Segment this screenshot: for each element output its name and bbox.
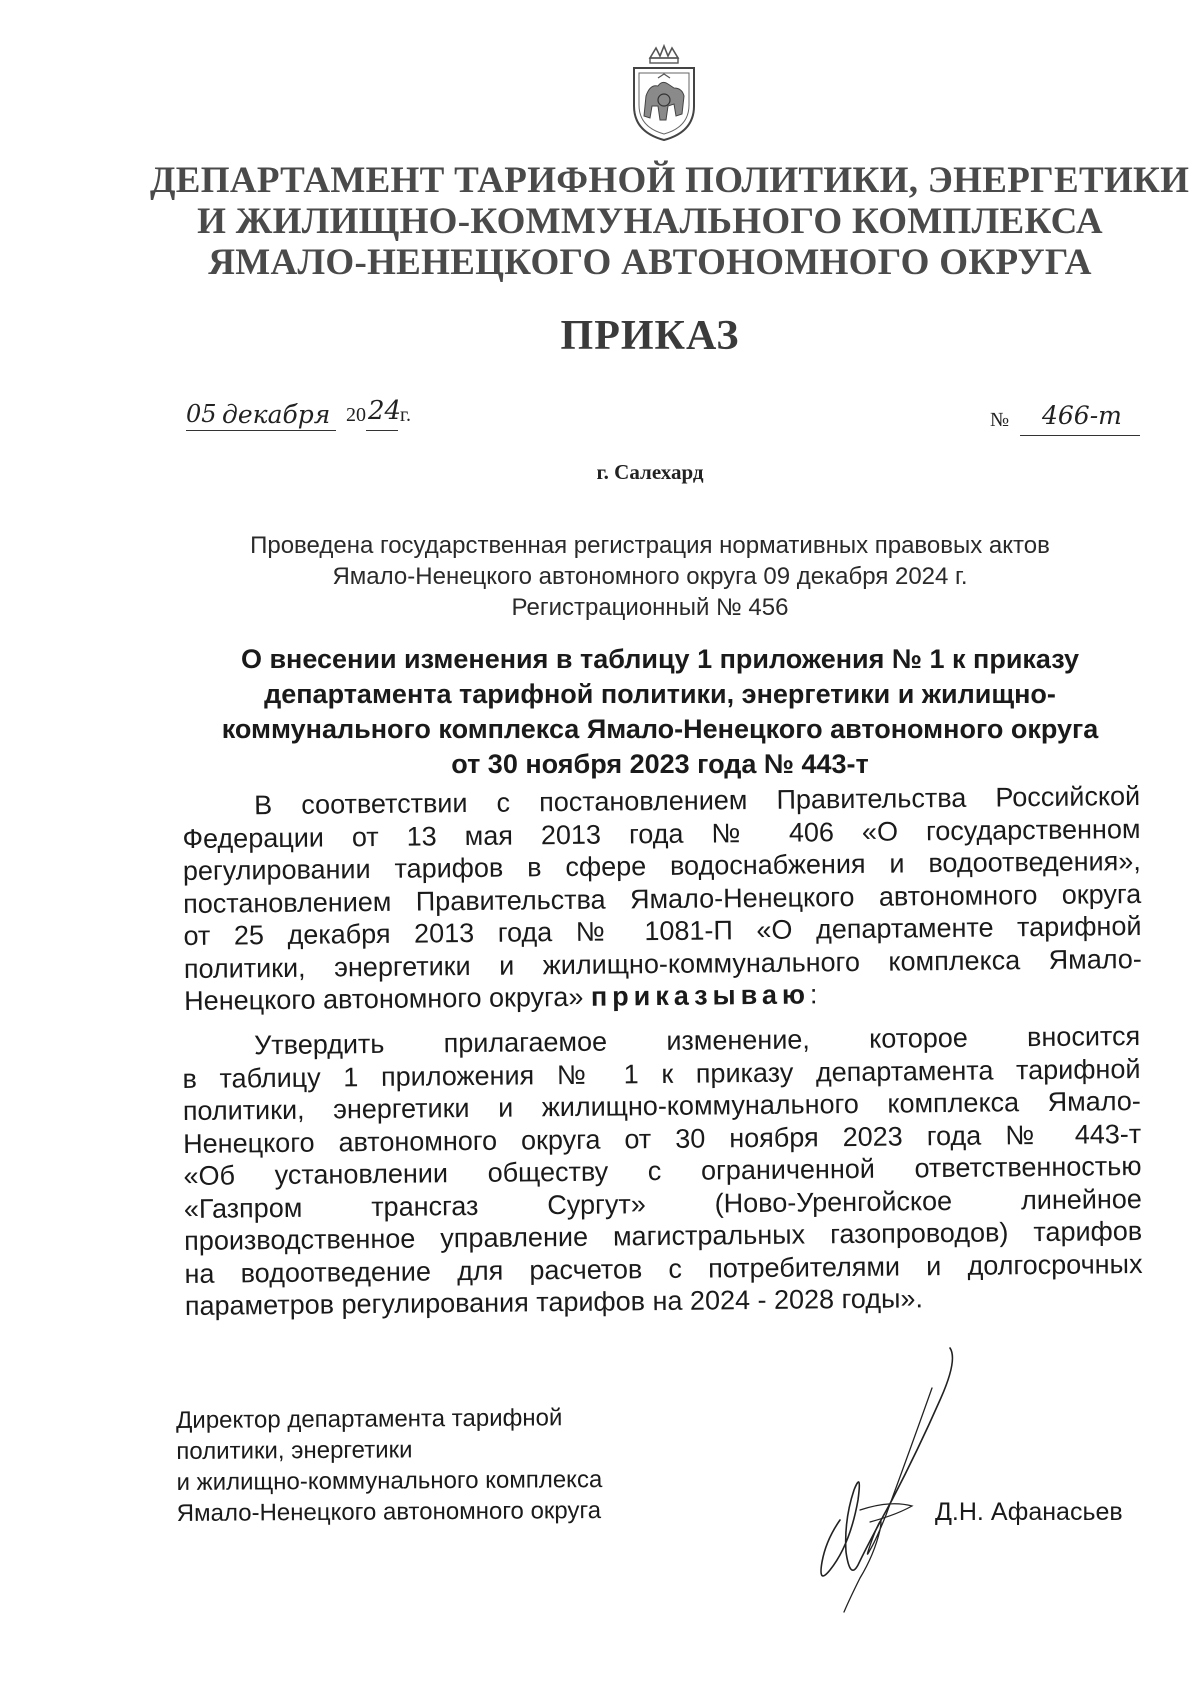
preamble-paragraph [182,780,1142,1018]
signer-position-line-2: политики, энергетики [176,1436,413,1465]
order-date [186,396,486,440]
preamble-line: от 25 декабря 2013 года № 1081-П «О департаменте тарифной [183,910,1142,951]
resolution-line: «Газпром трансгаз Сургут» (Ново-Уренгойское линейное [183,1183,1142,1224]
signer-position [176,1401,737,1529]
department-line-2: И ЖИЛИЩНО-КОММУНАЛЬНОГО КОМПЛЕКСА [197,201,1103,242]
department-line-3: ЯМАЛО-НЕНЕЦКОГО АВТОНОМНОГО ОКРУГА [208,242,1092,283]
city-line: г. Салехард [596,460,704,484]
order-day: 05 [186,400,217,428]
document-type-title: ПРИКАЗ [560,313,740,359]
order-keyword: приказываю [590,979,811,1012]
order-subject [160,642,1160,782]
registration-note [150,530,1150,623]
resolution-line: производственное управление магистральных газопроводов) тарифов [184,1215,1143,1256]
date-underline [186,430,336,431]
preamble-line: В соответствии с постановлением Правительства Российской [254,780,1141,821]
preamble-last-prefix: Ненецкого автономного округа» [184,981,592,1016]
resolution-line: на водоотведение для расчетов с потребителями и долгосрочных [184,1248,1143,1289]
subject-line-2: департамента тарифной политики, энергетики и жилищно- [264,679,1056,709]
resolution-line: Утвердить прилагаемое изменение, которое вносится [254,1020,1141,1061]
order-year-prefix: 20 [346,404,366,426]
order-number [990,401,1150,445]
registration-line-3: Регистрационный № 456 [511,594,789,621]
order-year-mark: г. [400,404,411,426]
resolution-paragraph [182,1020,1143,1323]
order-year-suffix: 24 [368,396,402,426]
preamble-line: регулировании тарифов в сфере водоснабжения и водоотведения», [182,845,1141,886]
subject-line-1: О внесении изменения в таблицу 1 приложения № 1 к приказу [240,644,1080,674]
department-line-1: ДЕПАРТАМЕНТ ТАРИФНОЙ ПОЛИТИКИ, ЭНЕРГЕТИКИ [150,160,1190,201]
preamble-line: Федерации от 13 мая 2013 года № 406 «О государственном [182,813,1141,854]
order-number-value: 466-т [1042,401,1122,430]
department-header [150,160,1190,283]
preamble-line: политики, энергетики и жилищно-коммунального комплекса Ямало- [183,943,1142,984]
resolution-line: политики, энергетики и жилищно-коммунального комплекса Ямало- [182,1085,1141,1126]
resolution-line: «Об установлении обществу с ограниченной ответственностью [183,1150,1142,1191]
signer-name: Д.Н. Афанасьев [935,1498,1123,1526]
registration-line-1: Проведена государственная регистрация нормативных правовых актов [250,532,1050,559]
resolution-line: в таблицу 1 приложения № 1 к приказу департамента тарифной [182,1053,1141,1094]
signer-position-line-3: и жилищно-коммунального комплекса [176,1466,603,1496]
resolution-line: параметров регулирования тарифов на 2024 - 2028 годы». [184,1283,924,1321]
preamble-line: постановлением Правительства Ямало-Ненецкого автономного округа [183,878,1142,919]
resolution-line: Ненецкого автономного округа от 30 ноября 2023 года № 443-т [183,1118,1142,1159]
handwritten-signature [800,1340,980,1620]
signer-position-line-1: Директор департамента тарифной [176,1404,563,1434]
order-number-label: № [990,409,1010,431]
subject-line-4: от 30 ноября 2023 года № 443-т [451,749,869,779]
signer-position-line-4: Ямало-Ненецкого автономного округа [176,1497,602,1527]
number-underline [1020,435,1140,436]
order-month: декабря [222,400,331,429]
preamble-last-suffix: : [809,979,818,1010]
year-underline [366,430,398,431]
subject-line-3: коммунального комплекса Ямало-Ненецкого автономного округа [221,714,1099,744]
coat-of-arms-emblem [628,44,700,144]
registration-line-2: Ямало-Ненецкого автономного округа 09 декабря 2024 г. [332,563,968,590]
